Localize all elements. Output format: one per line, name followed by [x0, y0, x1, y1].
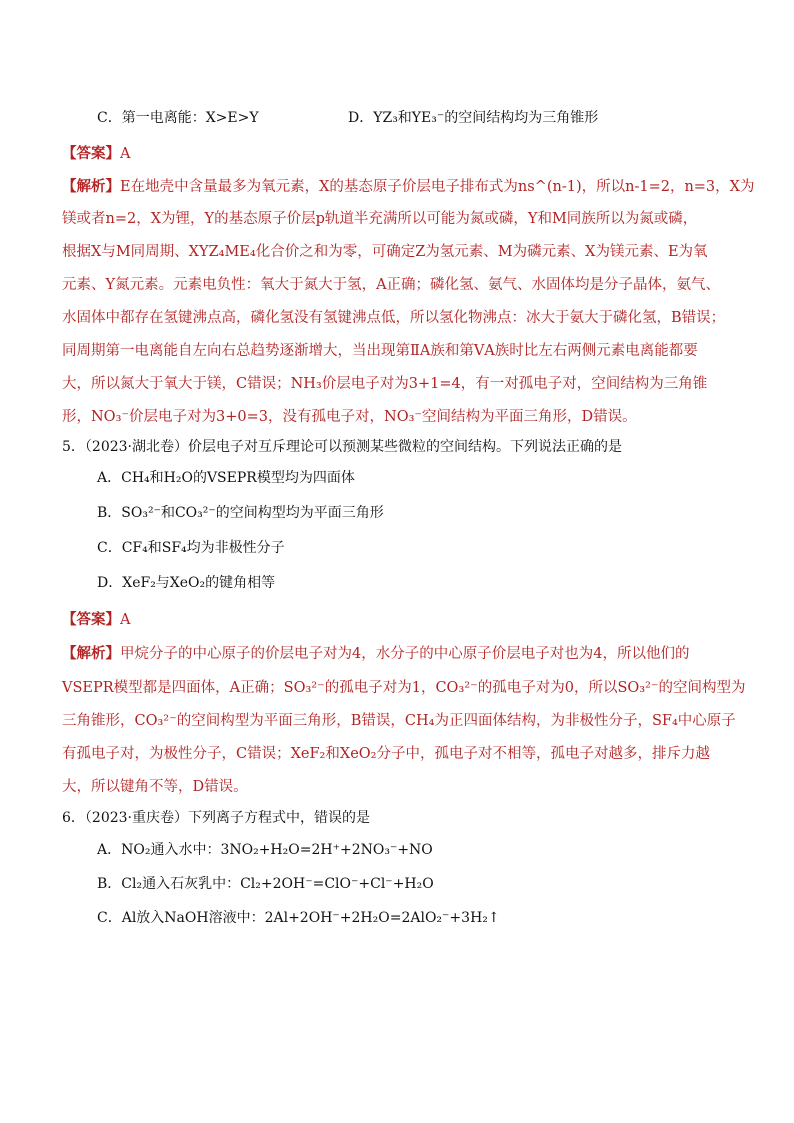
q4-analysis-line-5: 水固体中都存在氢键沸点高，磷化氢没有氢键沸点低，所以氢化物沸点：冰大于氨大于磷化氢，B错误；: [62, 310, 726, 326]
q5-analysis-line-3: 三角锥形，CO₃²⁻的空间构型为平面三角形，B错误，CH₄为正四面体结构，为非极性分子，SF₄中心原子: [62, 713, 736, 729]
q4-option-d: D．YZ₃和YE₃⁻的空间结构均为三角锥形: [348, 110, 599, 126]
q6-option-c: C．Al放入NaOH溶液中：2Al+2OH⁻+2H₂O=2AlO₂⁻+3H₂↑: [97, 910, 500, 926]
answer-tag: 【答案】: [62, 145, 120, 162]
q5-option-a: A．CH₄和H₂O的VSEPR模型均为四面体: [97, 470, 355, 486]
q6-option-a: A．NO₂通入水中：3NO₂+H₂O=2H⁺+2NO₃⁻+NO: [97, 842, 433, 858]
answer-value: A: [120, 612, 131, 628]
q6-option-b: B．Cl₂通入石灰乳中：Cl₂+2OH⁻=ClO⁻+Cl⁻+H₂O: [97, 876, 434, 892]
q5-option-c: C．CF₄和SF₄均为非极性分子: [97, 540, 285, 556]
q6-stem: 6．（2023·重庆卷）下列离子方程式中，错误的是: [62, 810, 370, 826]
answer-tag: 【答案】: [62, 611, 120, 628]
q5-analysis-line-2: VSEPR模型都是四面体，A正确；SO₃²⁻的孤电子对为1，CO₃²⁻的孤电子对为0，所以SO₃²⁻的空间构型为: [62, 680, 746, 696]
q5-answer: [62, 610, 130, 630]
q4-answer: [62, 144, 130, 164]
q4-analysis-line-6: 同周期第一电离能自左向右总趋势逐渐增大，当出现第ⅡA族和第ⅤA族时比左右两侧元素电离能都要: [62, 343, 698, 359]
q5-option-b: B．SO₃²⁻和CO₃²⁻的空间构型均为平面三角形: [97, 505, 384, 521]
answer-value: A: [120, 146, 131, 162]
q4-analysis-line-7: 大，所以氮大于氧大于镁，C错误；NH₃价层电子对为3+1=4，有一对孤电子对，空间结构为三角锥: [62, 376, 708, 392]
q5-option-d: D．XeF₂与XeO₂的键角相等: [97, 575, 276, 591]
q4-option-c: C．第一电离能：X>E>Y: [97, 110, 259, 126]
analysis-tag: 【解析】: [62, 645, 120, 662]
q5-analysis-line-4: 有孤电子对，为极性分子，C错误；XeF₂和XeO₂分子中，孤电子对不相等，孤电子对越多，排斥力越: [62, 746, 710, 762]
q5-analysis-line-5: 大，所以键角不等，D错误。: [62, 779, 248, 795]
q5-analysis-line-1: 【解析】甲烷分子的中心原子的价层电子对为4，水分子的中心原子价层电子对也为4，所以他们的: [62, 645, 690, 662]
q4-analysis-line-3: 根据X与M同周期、XYZ₄ME₄化合价之和为零，可确定Z为氢元素、M为磷元素、X为镁元素、E为氧: [62, 244, 708, 260]
q4-analysis-line-8: 形，NO₃⁻价层电子对为3+0=3，没有孤电子对，NO₃⁻空间结构为平面三角形，D错误。: [62, 409, 637, 425]
q4-analysis-line-4: 元素、Y氮元素。元素电负性：氧大于氮大于氢，A正确；磷化氢、氨气、水固体均是分子晶体，氨气、: [62, 277, 721, 293]
q5-stem: 5．（2023·湖北卷）价层电子对互斥理论可以预测某些微粒的空间结构。下列说法正确的是: [62, 439, 622, 455]
analysis-tag: 【解析】: [62, 178, 120, 195]
q4-analysis-line-1: 【解析】E在地壳中含量最多为氧元素，X的基态原子价层电子排布式为ns^(n-1)，所以n-1=2，n=3，X为: [62, 178, 755, 195]
q4-analysis-line-2: 镁或者n=2，X为锂，Y的基态原子价层p轨道半充满所以可能为氮或磷，Y和M同族所以为氮或磷，: [62, 211, 698, 227]
